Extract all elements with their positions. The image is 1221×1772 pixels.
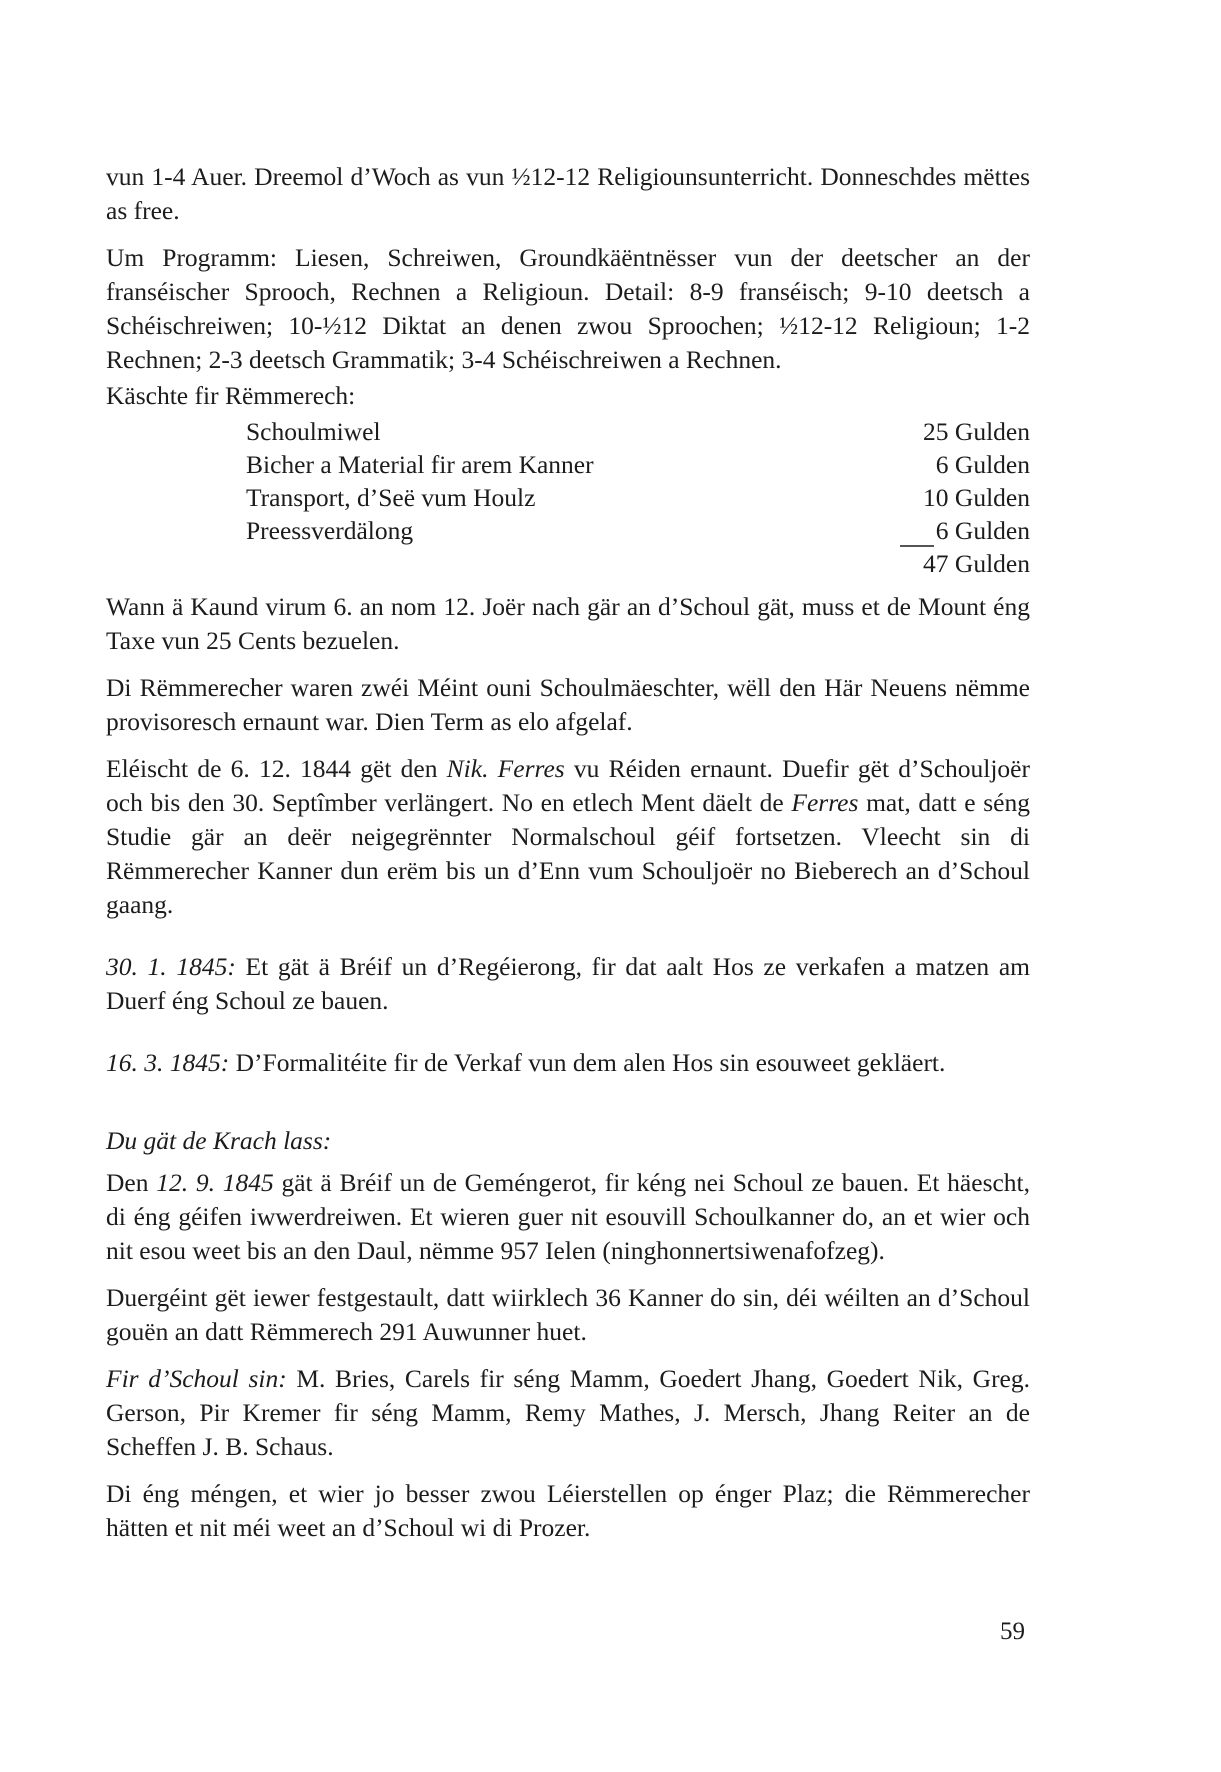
page-number: 59 bbox=[1000, 1618, 1025, 1645]
entry-date: 16. 3. 1845: bbox=[106, 1048, 230, 1077]
text-run: Den bbox=[106, 1168, 157, 1197]
cost-label: Transport, d’Seë vum Houlz bbox=[246, 483, 536, 512]
paragraph-ferres bbox=[106, 752, 1030, 922]
cost-label: Schoulmiwel bbox=[246, 417, 381, 446]
page-body bbox=[106, 160, 1030, 1558]
sum-rule bbox=[900, 545, 934, 547]
costs-table bbox=[246, 415, 1030, 580]
entry-text: D’Formalitéite fir de Verkaf vun dem alen Hos sin esouweet gekläert. bbox=[229, 1048, 946, 1077]
text-run: vu Réiden ernaunt. Duefir gët d’Schouljoër och bis den 30. Septîmber verlängert. No en etlech Ment däelt de bbox=[106, 754, 1030, 817]
paragraph-tax: Wann ä Kaund virum 6. an nom 12. Joër nach gär an d’Schoul gät, muss et de Mount éng Taxe vun 25 Cents bezuelen. bbox=[106, 592, 1030, 655]
cost-row bbox=[246, 514, 1030, 547]
cost-label: Preessverdälong bbox=[246, 516, 414, 545]
supporters-lead: Fir d’Schoul sin: bbox=[106, 1364, 287, 1393]
paragraph-entry-1845-03 bbox=[106, 1046, 1030, 1080]
cost-amount: 6 Gulden bbox=[929, 450, 1030, 479]
teacher-name: Nik. Ferres bbox=[446, 754, 565, 783]
entry-text: Et gät ä Bréif un d’Regéierong, fir dat aalt Hos ze verkafen a matzen am Duerf éng Schoul ze bauen. bbox=[106, 952, 1030, 1015]
section-heading: Du gät de Krach lass: bbox=[106, 1126, 332, 1155]
costs-intro: Käschte fir Rëmmerech: bbox=[106, 381, 356, 410]
paragraph-teacher: Di Rëmmerecher waren zwéi Méint ouni Schoulmäeschter, wëll den Här Neuens nëmme provisoresch ernaunt war. Dien Term as elo afgelaf. bbox=[106, 673, 1030, 736]
entry-date: 30. 1. 1845: bbox=[106, 952, 236, 981]
cost-row bbox=[246, 415, 1030, 448]
teacher-name: Ferres bbox=[791, 788, 859, 817]
cost-amount: 25 Gulden bbox=[923, 417, 1030, 446]
cost-row bbox=[246, 481, 1030, 514]
paragraph-count: Duergéint gët iewer festgestault, datt wiirklech 36 Kanner do sin, déi wéilten an d’Schoul gouën an datt Rëmmerech 291 Auwunner huet. bbox=[106, 1283, 1030, 1346]
cost-amount: 10 Gulden bbox=[923, 483, 1030, 512]
paragraph-program: Um Programm: Liesen, Schreiwen, Groundkäëntnësser vun der deetscher an der franséischer Sprooch, Rechnen a Religioun. Detail: 8-9 franséisch; 9-10 deetsch a Schéischreiwen; 10-½12 Diktat an denen zwou Sproochen; ½12-12 Religioun; 1-2 Rechnen; 2-3 deetsch Grammatik; 3-4 Schéischreiwen a Rechnen. bbox=[106, 243, 1030, 374]
text-run: mat, datt e séng Studie gär an deër neigegrënnter Normalschoul géif fortsetzen. Vleecht sin di Rëmmerecher Kanner dun erëm bis un d’Enn vum Schouljoër no Bieberech an d’Schoul gaang. bbox=[106, 788, 1030, 919]
cost-amount: 6 Gulden bbox=[929, 516, 1030, 545]
paragraph-schedule: vun 1-4 Auer. Dreemol d’Woch as vun ½12-12 Religiounsunterricht. Donneschdes mëttes as free. bbox=[106, 162, 1030, 225]
cost-label: Bicher a Material fir arem Kanner bbox=[246, 450, 594, 479]
cost-total-row bbox=[246, 547, 1030, 580]
paragraph-entry-1845-01 bbox=[106, 950, 1030, 1018]
text-run: gät ä Bréif un de Geméngerot, fir kéng nei Schoul ze bauen. Et häescht, di éng géifen iwwerdreiwen. Et wieren guer nit esouvill Schoulkanner do, an et wier och nit esou weet bis an den Daul, nëmme 957 Ielen (ninghonnertsiwenafofzeg). bbox=[106, 1168, 1031, 1265]
paragraph-opinion: Di éng méngen, et wier jo besser zwou Léierstellen op énger Plaz; die Rëmmerecher hätten et nit méi weet an d’Schoul wi di Prozer. bbox=[106, 1479, 1030, 1542]
paragraph-supporters bbox=[106, 1362, 1030, 1464]
supporters-list: M. Bries, Carels fir séng Mamm, Goedert Jhang, Goedert Nik, Greg. Gerson, Pir Kremer fir séng Mamm, Remy Mathes, J. Mersch, Jhang Reiter an de Scheffen J. B. Schaus. bbox=[106, 1364, 1031, 1461]
paragraph-letter bbox=[106, 1166, 1030, 1268]
entry-date: 12. 9. 1845 bbox=[156, 1168, 274, 1197]
cost-total: 47 Gulden bbox=[923, 549, 1030, 578]
cost-row bbox=[246, 448, 1030, 481]
text-run: Eléischt de 6. 12. 1844 gët den bbox=[106, 754, 447, 783]
